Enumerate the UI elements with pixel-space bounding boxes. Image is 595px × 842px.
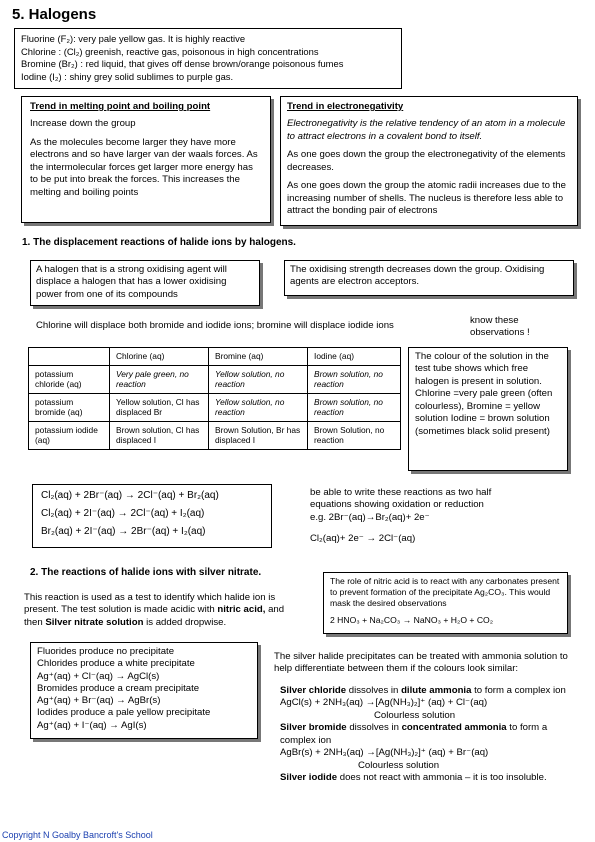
precipitate-box (30, 642, 258, 739)
iodide-insoluble-text: does not react with ammonia – it is too insoluble. (339, 772, 547, 784)
silver-chloride-equation: AgCl(s) + 2NH₃(aq) →[Ag(NH₃)₂]⁺ (aq) + Cl⁻(aq) (280, 697, 488, 709)
oxidising-strength-box (284, 260, 574, 296)
chloride-result: Chlorides produce a white precipitate (37, 658, 195, 670)
chloride-equation: Ag⁺(aq) + Cl⁻(aq) → AgCl(s) (37, 670, 160, 682)
iodine-line: Iodine (I₂) : shiny grey solid sublimes to purple gas. (21, 71, 234, 83)
table-cell: potassium iodide (aq) (29, 421, 110, 449)
half-equation-instruction: be able to write these reactions as two half equations showing oxidation or reduction (310, 487, 492, 511)
table-cell: potassium bromide (aq) (29, 393, 110, 421)
silver-nitrate-term: Silver nitrate solution (45, 616, 144, 628)
table-cell: Very pale green, no reaction (110, 365, 209, 393)
carbonate-equation: 2 HNO₃ + Na₂CO₃ → NaNO₃ + H₂O + CO₂ (330, 614, 494, 625)
silver-bromide-text (280, 722, 570, 747)
table-cell: Brown Solution, no reaction (308, 421, 401, 449)
fluorine-line: Fluorine (F₂): very pale yellow gas. It is highly reactive (21, 33, 246, 44)
equation-1: Cl₂(aq) + 2Br⁻(aq) → 2Cl⁻(aq) + Br₂(aq) (41, 490, 219, 501)
displacement-text: A halogen that is a strong oxidising agent will displace a halogen that has a lower oxidising power from one of its compounds (36, 264, 227, 300)
table-cell: Brown solution, no reaction (308, 393, 401, 421)
dissolves-text: dissolves in (348, 684, 399, 696)
silver-bromide-equation: AgBr(s) + 2NH₃(aq) →[Ag(NH₃)₂]⁺ (aq) + Br⁻(aq) (280, 747, 489, 759)
concentrated-ammonia-term: concentrated ammonia (401, 722, 507, 734)
equation-3: Br₂(aq) + 2I⁻(aq) → 2Br⁻(aq) + I₂(aq) (41, 526, 206, 537)
iodide-result: Iodides produce a pale yellow precipitate (37, 707, 211, 719)
melting-point-trend: Increase down the group (30, 118, 136, 130)
displacement-table (28, 347, 401, 450)
displacement-equations-box (32, 484, 272, 548)
table-cell: Yellow solution, Cl has displaced Br (110, 393, 209, 421)
table-header-cell: Chlorine (aq) (110, 348, 209, 366)
table-cell: Brown solution, no reaction (308, 365, 401, 393)
page-title: 5. Halogens (12, 6, 97, 23)
half-equation-reduction: Cl₂(aq)+ 2e⁻ → 2Cl⁻(aq) (310, 533, 416, 545)
silver-chloride-term: Silver chloride (280, 684, 347, 696)
table-cell: Brown Solution, Br has displaced I (209, 421, 308, 449)
colourless-label: Colourless solution (374, 709, 456, 721)
equation-2: Cl₂(aq) + 2I⁻(aq) → 2Cl⁻(aq) + I₂(aq) (41, 508, 205, 519)
colour-observation-text: The colour of the solution in the test tube shows which free halogen is present in solution. Chlorine =very pale green (often colourless), Bromine = yellow solution Iodine = brown solution (sometimes black solid present) (415, 351, 553, 437)
half-equation-example: e.g. 2Br⁻(aq)→Br₂(aq)+ 2e⁻ (310, 511, 430, 523)
table-cell: Yellow solution, no reaction (209, 393, 308, 421)
table-row (29, 365, 401, 393)
bromide-result: Bromides produce a cream precipitate (37, 682, 200, 694)
halogen-properties-box (14, 28, 402, 89)
electronegativity-box (280, 96, 578, 226)
colour-observation-box (408, 347, 568, 471)
section-2-heading: 2. The reactions of halide ions with silver nitrate. (30, 567, 262, 578)
nitric-acid-term: nitric acid, (217, 604, 266, 616)
intro-text: is added dropwise. (146, 616, 227, 628)
chlorine-line: Chlorine : (Cl₂) greenish, reactive gas, poisonous in high concentrations (21, 45, 319, 57)
complex-text: to form a complex ion (474, 684, 566, 696)
silver-nitrate-intro (24, 592, 302, 629)
table-cell: Yellow solution, no reaction (209, 365, 308, 393)
copyright-footer: Copyright N Goalby Bancroft's School (2, 830, 153, 840)
silver-iodide-term: Silver iodide (280, 772, 338, 784)
table-cell: potassium chloride (aq) (29, 365, 110, 393)
nitric-acid-role-text: The role of nitric acid is to react with any carbonates present to prevent formation of the precipitate Ag₂CO₃. This would mask the desired observations (330, 576, 560, 609)
intro-text: This reaction is used as a test to identify which halide ion is present. The test solution is made acidic with (24, 592, 276, 616)
electronegativity-trend: As one goes down the group the electronegativity of the elements decreases. (287, 149, 566, 173)
electronegativity-explanation: As one goes down the group the atomic radii increases due to the increasing number of shells. The nucleus is therefore less able to attract the bonding pair of electrons (287, 180, 566, 217)
melting-point-box (21, 96, 271, 223)
melting-point-explanation: As the molecules become larger they have more electrons and so have larger van der waals forces. As the intermolecular forces get larger more energy has to be put into break the forces. This increases the melting and boiling points (30, 136, 258, 198)
table-header-cell: Bromine (aq) (209, 348, 308, 366)
silver-chloride-text (280, 685, 570, 697)
bromine-line: Bromine (Br₂) : red liquid, that gives off dense brown/orange poisonous fumes (21, 58, 344, 70)
silver-bromide-term: Silver bromide (280, 722, 347, 734)
electronegativity-definition: Electronegativity is the relative tendency of an atom in a molecule to attract electrons in a covalent bond to itself. (287, 118, 566, 142)
complex-text: to form a complex ion (280, 722, 548, 746)
oxidising-strength-text: The oxidising strength decreases down the group. Oxidising agents are electron acceptors. (290, 264, 545, 288)
nitric-acid-role-box (323, 572, 568, 634)
bromide-equation: Ag⁺(aq) + Br⁻(aq) → AgBr(s) (37, 695, 161, 707)
know-observations-note: know these observations ! (470, 315, 530, 339)
table-header-cell: Iodine (aq) (308, 348, 401, 366)
iodide-equation: Ag⁺(aq) + I⁻(aq) → AgI(s) (37, 719, 147, 731)
silver-iodide-text (280, 772, 570, 784)
intro-text: and then (24, 604, 285, 628)
colourless-label: Colourless solution (358, 759, 440, 771)
chlorine-displacement-note: Chlorine will displace both bromide and iodide ions; bromine will displace iodide ions (36, 320, 394, 331)
table-row (29, 421, 401, 449)
ammonia-section (274, 651, 570, 785)
fluoride-result: Fluorides produce no precipitate (37, 646, 175, 657)
displacement-box (30, 260, 260, 306)
table-header-row (29, 348, 401, 366)
electronegativity-heading: Trend in electronegativity (287, 101, 404, 112)
dilute-ammonia-term: dilute ammonia (401, 684, 472, 696)
table-cell: Brown solution, Cl has displaced I (110, 421, 209, 449)
table-header-cell (29, 348, 110, 366)
melting-point-heading: Trend in melting point and boiling point (30, 101, 211, 112)
half-equation-note (310, 487, 530, 546)
section-1-heading: 1. The displacement reactions of halide ions by halogens. (22, 237, 296, 248)
table-row (29, 393, 401, 421)
dissolves-text: dissolves in (349, 722, 399, 734)
ammonia-intro: The silver halide precipitates can be treated with ammonia solution to help differentiate between them if the colours look similar: (274, 651, 568, 675)
